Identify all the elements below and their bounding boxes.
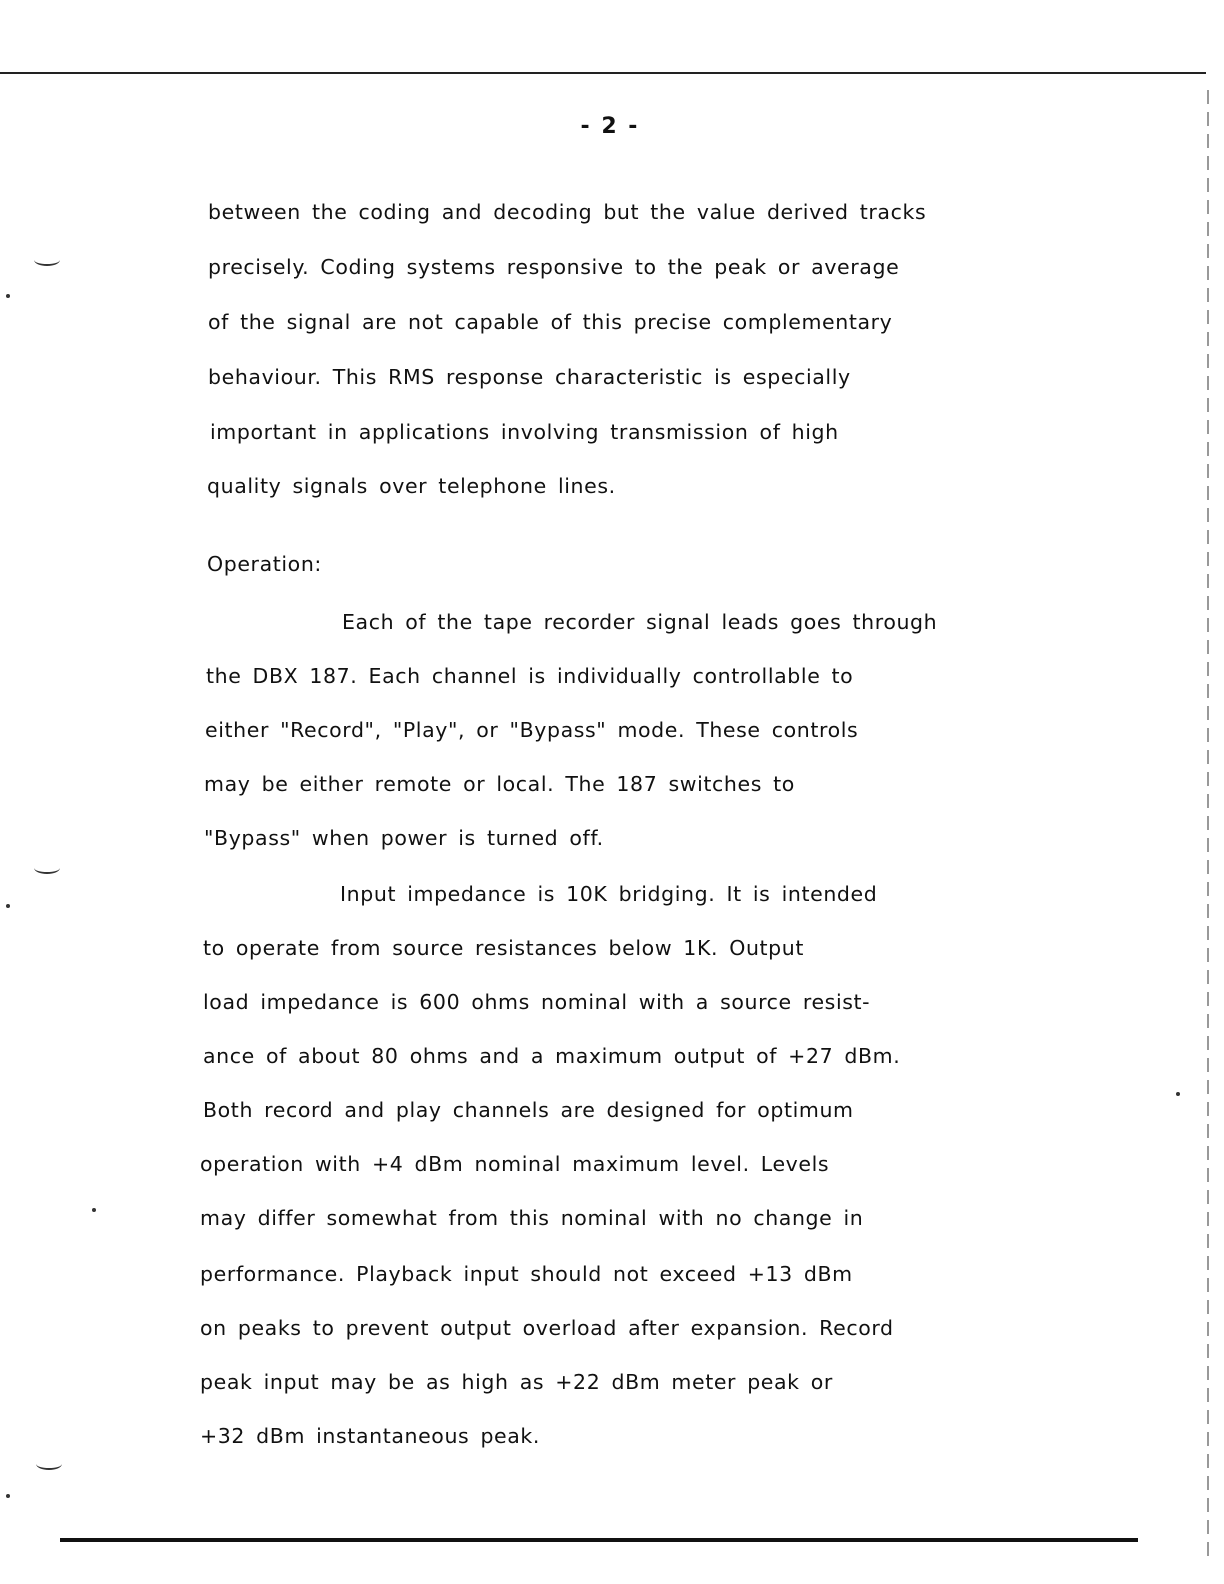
page-number: - 2 -: [580, 114, 640, 139]
paragraph-3-line: Both record and play channels are designed for optimum: [203, 1098, 854, 1122]
paragraph-1-line: precisely. Coding systems responsive to the peak or average: [208, 255, 900, 279]
paragraph-2-line: "Bypass" when power is turned off.: [204, 826, 604, 850]
paragraph-3-line: ance of about 80 ohms and a maximum output of +27 dBm.: [203, 1044, 901, 1068]
scan-speck: [6, 1494, 10, 1498]
paragraph-1-line: between the coding and decoding but the value derived tracks: [208, 200, 927, 224]
scan-speck: [6, 904, 10, 908]
paragraph-3-line: operation with +4 dBm nominal maximum level. Levels: [200, 1152, 830, 1176]
paragraph-1-line: of the signal are not capable of this precise complementary: [208, 310, 893, 334]
paragraph-3-line: performance. Playback input should not exceed +13 dBm: [200, 1262, 853, 1286]
page-edge-shadow: [1207, 90, 1209, 1560]
paragraph-2-line: either "Record", "Play", or "Bypass" mode. These controls: [205, 718, 859, 742]
punch-hole-mark: [34, 862, 60, 874]
paragraph-3-line: +32 dBm instantaneous peak.: [200, 1424, 541, 1448]
paragraph-1-line: important in applications involving transmission of high: [210, 420, 839, 444]
paragraph-2-line: may be either remote or local. The 187 switches to: [204, 772, 795, 796]
top-rule: [0, 72, 1206, 74]
paragraph-3-line: peak input may be as high as +22 dBm meter peak or: [200, 1370, 833, 1394]
paragraph-3-line: load impedance is 600 ohms nominal with a source resist-: [203, 990, 871, 1014]
section-heading: Operation:: [207, 552, 322, 576]
scan-speck: [92, 1208, 96, 1212]
paragraph-2-line: the DBX 187. Each channel is individually controllable to: [206, 664, 854, 688]
scan-speck: [6, 294, 10, 298]
punch-hole-mark: [36, 1458, 62, 1470]
paragraph-3-line: to operate from source resistances below 1K. Output: [203, 936, 805, 960]
bottom-rule: [60, 1538, 1138, 1542]
scan-speck: [1176, 1092, 1180, 1096]
paragraph-1-line: quality signals over telephone lines.: [207, 474, 616, 498]
paragraph-3-line: on peaks to prevent output overload after expansion. Record: [200, 1316, 894, 1340]
paragraph-2-line: Each of the tape recorder signal leads goes through: [342, 610, 938, 634]
paragraph-1-line: behaviour. This RMS response characteristic is especially: [208, 365, 851, 389]
paragraph-3-line: may differ somewhat from this nominal with no change in: [200, 1206, 864, 1230]
paragraph-3-line: Input impedance is 10K bridging. It is intended: [340, 882, 878, 906]
punch-hole-mark: [34, 254, 60, 266]
